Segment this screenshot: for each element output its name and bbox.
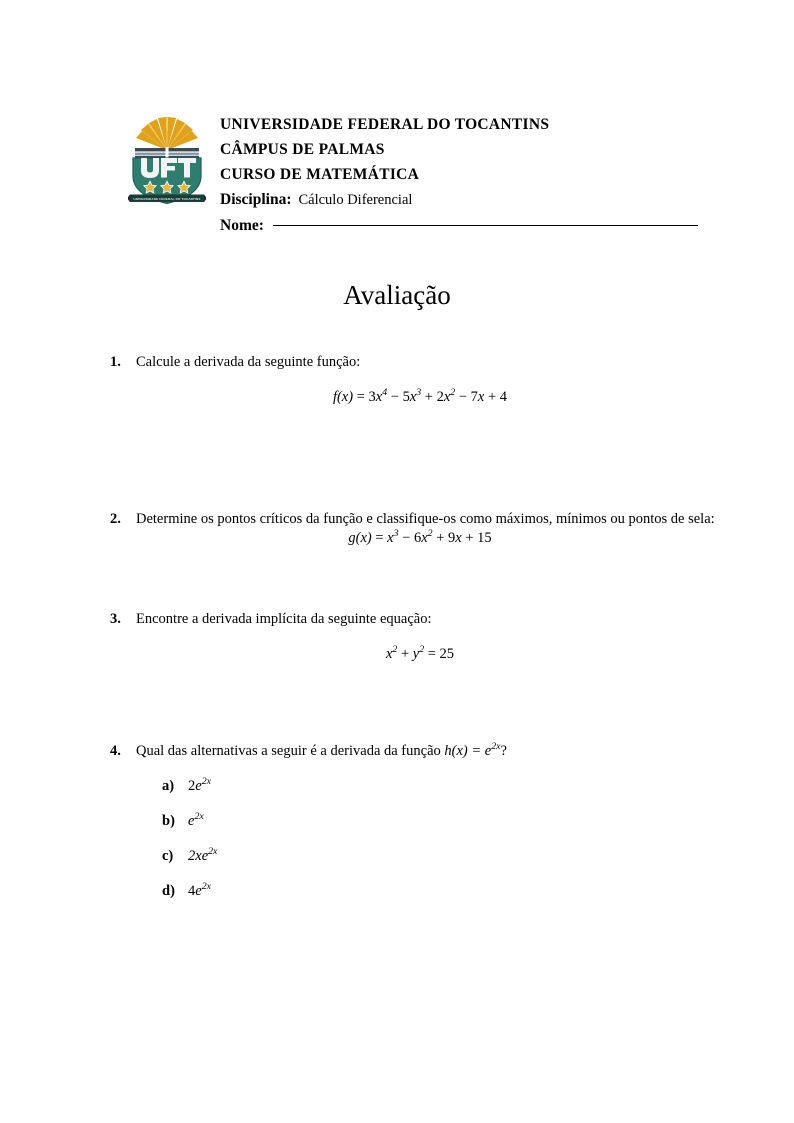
answer-space-2 (110, 547, 724, 609)
question-1-number: 1. (110, 354, 121, 370)
alternative-a-label: a) (162, 778, 175, 794)
question-3-text: Encontre a derivada implícita da seguinte equação: (136, 611, 432, 627)
alt-a-exp: 2x (201, 776, 211, 788)
logo-banner (128, 195, 206, 203)
name-field (220, 213, 728, 238)
alternative-d-label: d) (162, 883, 175, 899)
alternative-d-body (188, 883, 211, 899)
alternative-c[interactable] (162, 846, 724, 866)
q4-text-after: ? (500, 743, 507, 759)
alternative-a[interactable] (162, 776, 724, 796)
alternative-c-body (188, 848, 217, 864)
alt-b-exp: 2x (194, 811, 204, 823)
alt-d-exp: 2x (201, 881, 211, 893)
alt-c-coef: 2x (188, 848, 202, 864)
question-2-formula: $g(x) = x^3 - 6x^2 + 9x + 15$ (348, 528, 492, 546)
institution-line-2: CÂMPUS DE PALMAS (220, 141, 385, 158)
open-book-bars (135, 147, 199, 158)
page-title: Avaliação (343, 280, 451, 310)
logo-banner-text: UNIVERSIDADE FEDERAL DO TOCANTINS (133, 197, 201, 202)
alt-d-base: e (195, 883, 202, 899)
q2-formula-lhs: g(x) (348, 530, 372, 546)
discipline-value: Cálculo Diferencial (298, 192, 413, 208)
three-stars (144, 181, 190, 193)
uft-shield-logo (128, 108, 206, 204)
question-4 (110, 741, 724, 901)
answer-space-3 (110, 663, 724, 741)
discipline-field (220, 187, 728, 213)
question-4-number: 4. (110, 743, 121, 759)
sunburst-rays (136, 117, 198, 150)
question-1-formula: $f(x) = 3x^4 - 5x^3 + 2x^2 - 7x + 4$ (332, 387, 508, 405)
alt-c-exp: 2x (208, 846, 218, 858)
discipline-label: Disciplina: (220, 191, 292, 208)
alt-a-base: e (195, 778, 202, 794)
alternative-d[interactable] (162, 881, 724, 901)
question-2-text: Determine os pontos críticos da função e classifique-os como máximos, mínimos ou pontos de sela: (136, 511, 715, 527)
alt-b-base: e (188, 813, 195, 829)
q4-inline-math-exponent: 2x (491, 741, 501, 753)
name-label: Nome: (220, 217, 264, 234)
alternative-b-label: b) (162, 813, 175, 829)
q4-inline-math-base: h(x) = e (444, 743, 492, 759)
alt-c-base: e (201, 848, 209, 864)
question-3-formula: $x^2 + y^2 = 25$ (385, 644, 455, 662)
alternative-b[interactable] (162, 811, 724, 831)
alt-a-coef: 2 (188, 778, 196, 794)
question-1 (110, 352, 724, 406)
question-3 (110, 609, 724, 663)
question-4-text (136, 741, 724, 762)
answer-space-1 (110, 406, 724, 509)
question-2 (110, 509, 724, 547)
questions-list (110, 352, 724, 916)
question-3-number: 3. (110, 611, 121, 627)
alternative-a-body (188, 778, 211, 794)
q4-inline-math (444, 743, 500, 759)
question-2-number: 2. (110, 511, 121, 527)
alt-d-coef: 4 (188, 883, 196, 899)
name-input-rule[interactable] (273, 224, 698, 226)
question-4-alternatives (136, 776, 724, 901)
institution-line-3: CURSO DE MATEMÁTICA (220, 166, 420, 183)
q1-formula-lhs: f(x) (332, 389, 354, 405)
header-text-block (220, 108, 728, 238)
document-header (128, 108, 728, 238)
institution-line-1: UNIVERSIDADE FEDERAL DO TOCANTINS (220, 116, 550, 133)
alternative-c-label: c) (162, 848, 174, 864)
alternative-b-body (188, 813, 204, 829)
q4-text-before: Qual das alternativas a seguir é a derivada da função (136, 743, 445, 759)
question-1-text: Calcule a derivada da seguinte função: (136, 354, 361, 370)
uft-logo-graphic (128, 108, 206, 204)
